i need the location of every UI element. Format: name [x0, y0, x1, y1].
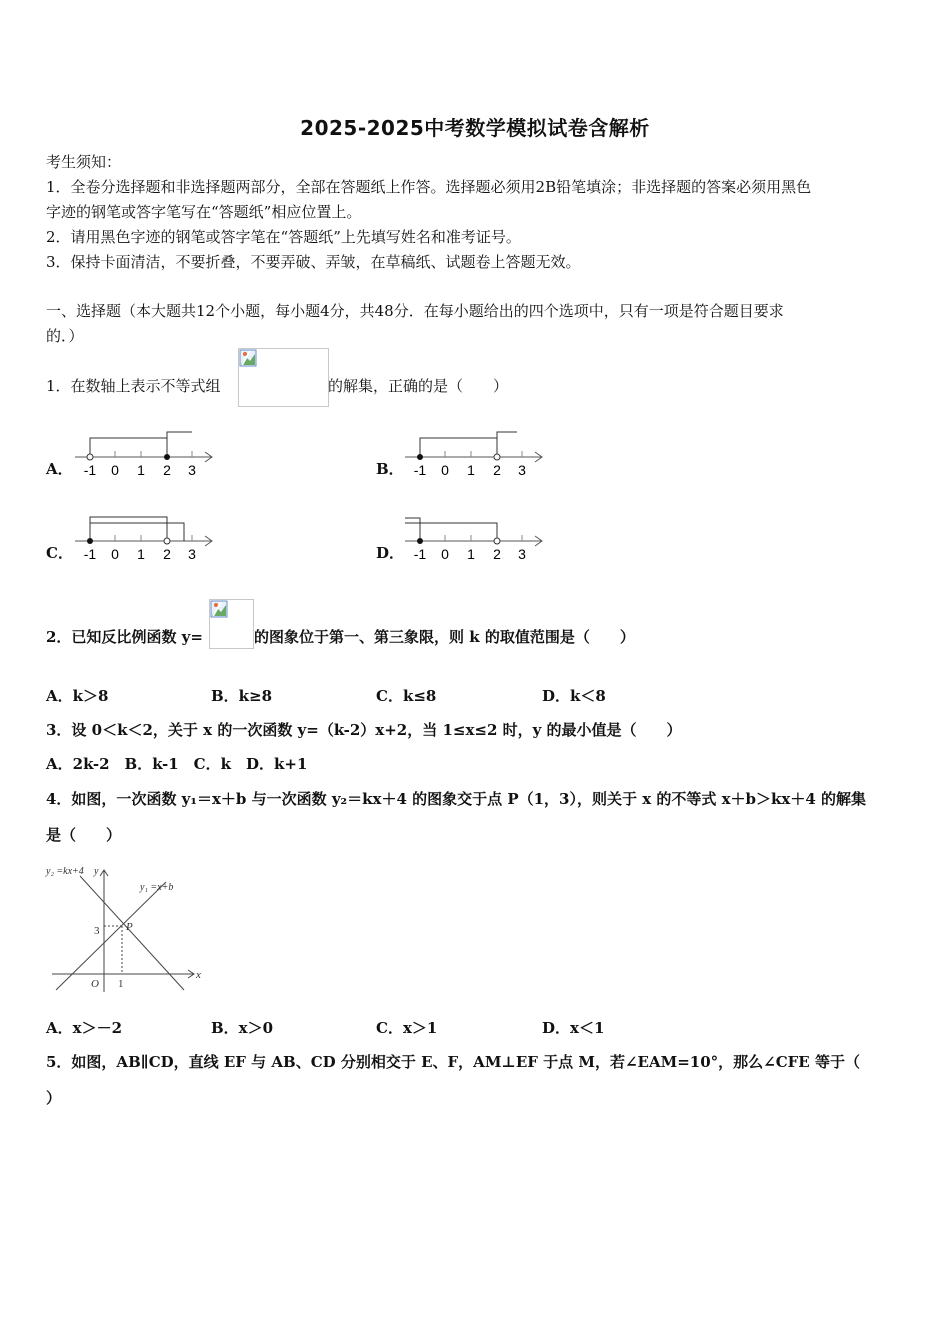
notice-line-1: 1．全卷分选择题和非选择题两部分，全部在答题纸上作答。选择题必须用2B铅笔填涂；非选择题的答案必须用黑色: [46, 178, 812, 196]
q2-choice-a: A．k＞8: [46, 687, 109, 705]
origin-label: O: [91, 978, 99, 990]
notice-line-3: 2．请用黑色字迹的钢笔或答字笔在“答题纸”上先填写姓名和准考证号。: [46, 228, 521, 246]
section-heading-line-1: 一、选择题（本大题共12个小题，每小题4分，共48分．在每小题给出的四个选项中，只有一项是符合题目要求: [46, 302, 784, 320]
tick-label: 1: [137, 462, 145, 478]
tick-label: 2: [493, 462, 501, 478]
q4-choice-c: C．x＞1: [376, 1019, 438, 1037]
q4-function-graph: [44, 860, 214, 995]
q2-stem-end: 的图象位于第一、第三象限，则 k 的取值范围是（ ）: [254, 628, 635, 646]
tick-label: 1: [467, 546, 475, 562]
q1-inequality-image: [238, 348, 329, 407]
q2-formula-image: [209, 599, 254, 649]
y1-label: y₁ =x+b: [140, 882, 174, 893]
tick-label: 3: [518, 462, 526, 478]
tick-label: 3: [188, 546, 196, 562]
q1-option-a-numberline: [73, 430, 218, 480]
q4-choice-b: B．x＞0: [211, 1019, 274, 1037]
page-title: 2025-2025中考数学模拟试卷含解析: [300, 116, 650, 140]
q1-stem-end: 的解集，正确的是（ ）: [328, 377, 509, 395]
tick-label: 2: [163, 546, 171, 562]
y-tick-3: 3: [94, 925, 100, 937]
q2-choice-d: D．k＜8: [542, 687, 606, 705]
tick-label: 0: [441, 546, 449, 562]
y2-label: y₂ =kx+4: [46, 866, 84, 877]
tick-label: 3: [518, 546, 526, 562]
x-axis-label: x: [196, 969, 201, 981]
q5-stem-line-2: ）: [46, 1089, 62, 1107]
tick-label: 1: [137, 546, 145, 562]
q5-stem-line-1: 5．如图，AB∥CD，直线 EF 与 AB、CD 分别相交于 E、F，AM⊥EF 于点 M，若∠EAM=10°，那么∠CFE 等于（: [46, 1053, 860, 1071]
tick-label: -1: [413, 462, 427, 478]
notice-line-4: 3．保持卡面清洁，不要折叠，不要弄破、弄皱，在草稿纸、试题卷上答题无效。: [46, 253, 581, 271]
q2-choice-c: C．k≤8: [376, 687, 437, 705]
section-heading-line-2: 的．）: [46, 327, 84, 345]
tick-label: -1: [83, 462, 97, 478]
tick-label: 1: [467, 462, 475, 478]
tick-label: 0: [111, 462, 119, 478]
tick-label: 0: [111, 546, 119, 562]
q1-option-a-label: A．: [46, 460, 73, 478]
notice-heading: 考生须知：: [46, 153, 122, 171]
tick-label: 0: [441, 462, 449, 478]
q1-option-c-label: C．: [46, 544, 73, 562]
q1-option-b-label: B．: [376, 460, 404, 478]
q4-stem-line-2: 是（ ）: [46, 826, 122, 844]
x-tick-1: 1: [118, 978, 124, 990]
broken-image-icon: [239, 349, 257, 367]
tick-label: -1: [413, 546, 427, 562]
q1-option-d-numberline: [403, 514, 548, 564]
q4-choice-a: A．x＞－2: [46, 1019, 123, 1037]
q4-stem-line-1: 4．如图，一次函数 y₁＝x＋b 与一次函数 y₂＝kx＋4 的图象交于点 P（1，3），则关于 x 的不等式 x＋b＞kx＋4 的解集: [46, 790, 867, 808]
q1-option-d-label: D．: [376, 544, 405, 562]
q1-stem-start: 1．在数轴上表示不等式组: [46, 377, 221, 395]
point-p-label: P: [126, 921, 133, 933]
tick-label: 2: [493, 546, 501, 562]
q3-stem: 3．设 0＜k＜2，关于 x 的一次函数 y=（k-2）x+2，当 1≤x≤2 时，y 的最小值是（ ）: [46, 721, 682, 739]
q4-choice-d: D．x＜1: [542, 1019, 605, 1037]
tick-label: 2: [163, 462, 171, 478]
q1-option-b-numberline: [403, 430, 548, 480]
tick-label: 3: [188, 462, 196, 478]
notice-line-2: 字迹的钢笔或答字笔写在“答题纸”相应位置上。: [46, 203, 362, 221]
q2-choice-b: B．k≥8: [211, 687, 273, 705]
q3-choices: A．2k-2 B．k-1 C．k D．k+1: [46, 755, 308, 773]
broken-image-icon: [210, 600, 228, 618]
q1-option-c-numberline: [73, 514, 218, 564]
y-axis-label: y: [94, 866, 99, 877]
tick-label: -1: [83, 546, 97, 562]
q2-stem-start: 2．已知反比例函数 y=: [46, 628, 203, 646]
